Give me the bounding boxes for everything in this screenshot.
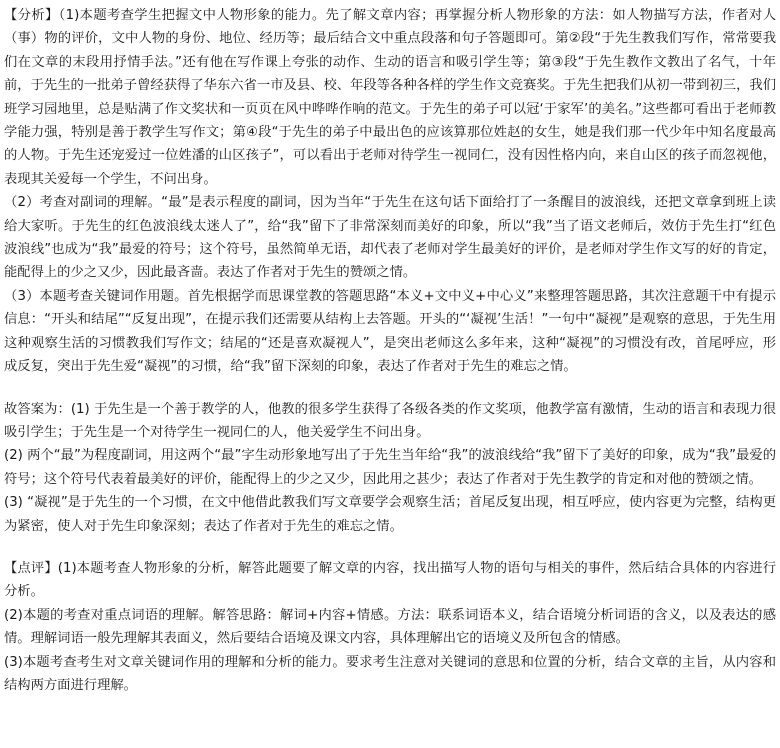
section-gap: [4, 379, 776, 398]
comment-paragraph-3: (3)本题考查考生对文章关键词作用的理解和分析的能力。要求考生注意对关键词的意思和位置的分析，结合文章的主旨，从内容和结构两方面进行理解。: [4, 654, 776, 693]
comment-paragraph-1: 【点评】(1)本题考查人物形象的分析，解答此题要了解文章的内容，找出描写人物的语句与相关的事件，然后结合具体的内容进行分析。: [4, 560, 776, 600]
analysis-paragraph-1: 【分析】（1)本题考查学生把握文中人物形象的能力。先了解文章内容；再掌握分析人物形象的方法：如人物描写方法，作者对人（事）物的评价，文中人物的身份、地位、经历等；最后结合文中重点段落和句子答题即可。第②段“于先生教我们写作，常常要我们在文章的末段用抒情手法。”还有他在写作课上夸张的动作、生动的语言和吸引学生等；第③段“于先生教作文教出了名气，十年前，于先生的一批弟子曾经获得了华东六省一市及县、校、年段等各种各样的学生作文竞赛奖。于先生把我们从初一带到初三，我们班学习园地里，总是贴满了作文奖状和一页页在风中哗哗作响的范文。于先生的弟子可以冠‘于家军’的美名。”这些都可看出于老师教学能力强，特别是善于教学生写作文；第④段“于先生的弟子中最出色的应该算那位姓赵的女生，她是我们那一代少年中知名度最高的人物。于先生还宠爱过一位姓潘的山区孩子”，可以看出于老师对待学生一视同仁，没有因性格内向，来自山区的孩子而忽视他，表现其关爱每一个学生，不问出身。: [4, 8, 776, 187]
comment-paragraph-2: (2)本题的考查对重点词语的理解。解答思路：解词+内容+情感。方法：联系词语本义，结合语境分析词语的含义，以及表达的感情。理解词语一般先理解其表面义，然后要结合语境及课文内容，具体理解出它的语境义及所包含的情感。: [4, 607, 776, 647]
analysis-paragraph-3: （3）本题考查关键词作用题。首先根据学而思课堂教的答题思路“本义+文中义+中心义”来整理答题思路，其次注意题干中有提示信息：“开头和结尾”“反复出现”，在提示我们还需要从结构上去答题。开头的“‘凝视’生活！”一句中“凝视”是观察的意思，于先生用这种观察生活的习惯教我们写作文；结尾的“还是喜欢凝视人”，是突出老师这么多年来，这种“凝视”的习惯没有改，首尾呼应，形成反复，突出于先生爱“凝视”的习惯，给“我”留下深刻的印象，表达了作者对于先生的难忘之情。: [4, 288, 776, 375]
answer-paragraph-1: 故答案为：(1) 于先生是一个善于教学的人，他教的很多学生获得了各级各类的作文奖项，他教学富有激情，生动的语言和表现力很吸引学生；于先生是一个对待学生一视同仁的人，他关爱学生不问出身。: [4, 401, 776, 440]
analysis-paragraph-2: （2）考查对副词的理解。“最”是表示程度的副词，因为当年“于先生在这句话下面给打了一条醒目的波浪线，还把文章拿到班上读给大家听。于先生的红色波浪线太迷人了”，给“我”留下了非常深刻而美好的印象，所以“我”当了语文老师后，效仿于先生打“红色波浪线”也成为“我”最爱的符号；这个符号，虽然简单无语，却代表了老师对学生最美好的评价，是老师对学生作文写的好的肯定，能配得上的少之又少，因此最吝啬。表达了作者对于先生的赞颂之情。: [4, 195, 776, 281]
answer-paragraph-2: (2) 两个“最”为程度副词，用这两个“最”字生动形象地写出了于先生当年给“我”的波浪线给“我”留下了美好的印象，成为“我”最爱的符号；这个符号代表着最美好的评价，能配得上的少之又少，因此用之甚少；表达了作者对于先生教学的肯定和对他的赞颂之情。: [4, 448, 776, 487]
answer-paragraph-3: (3) “凝视”是于先生的一个习惯，在文中他借此教我们写文章要学会观察生活；首尾反复出现，相互呼应，使内容更为完整，结构更为紧密，使人对于先生印象深刻；表达了作者对于先生的难忘之情。: [4, 495, 776, 534]
section-gap: [4, 538, 776, 557]
